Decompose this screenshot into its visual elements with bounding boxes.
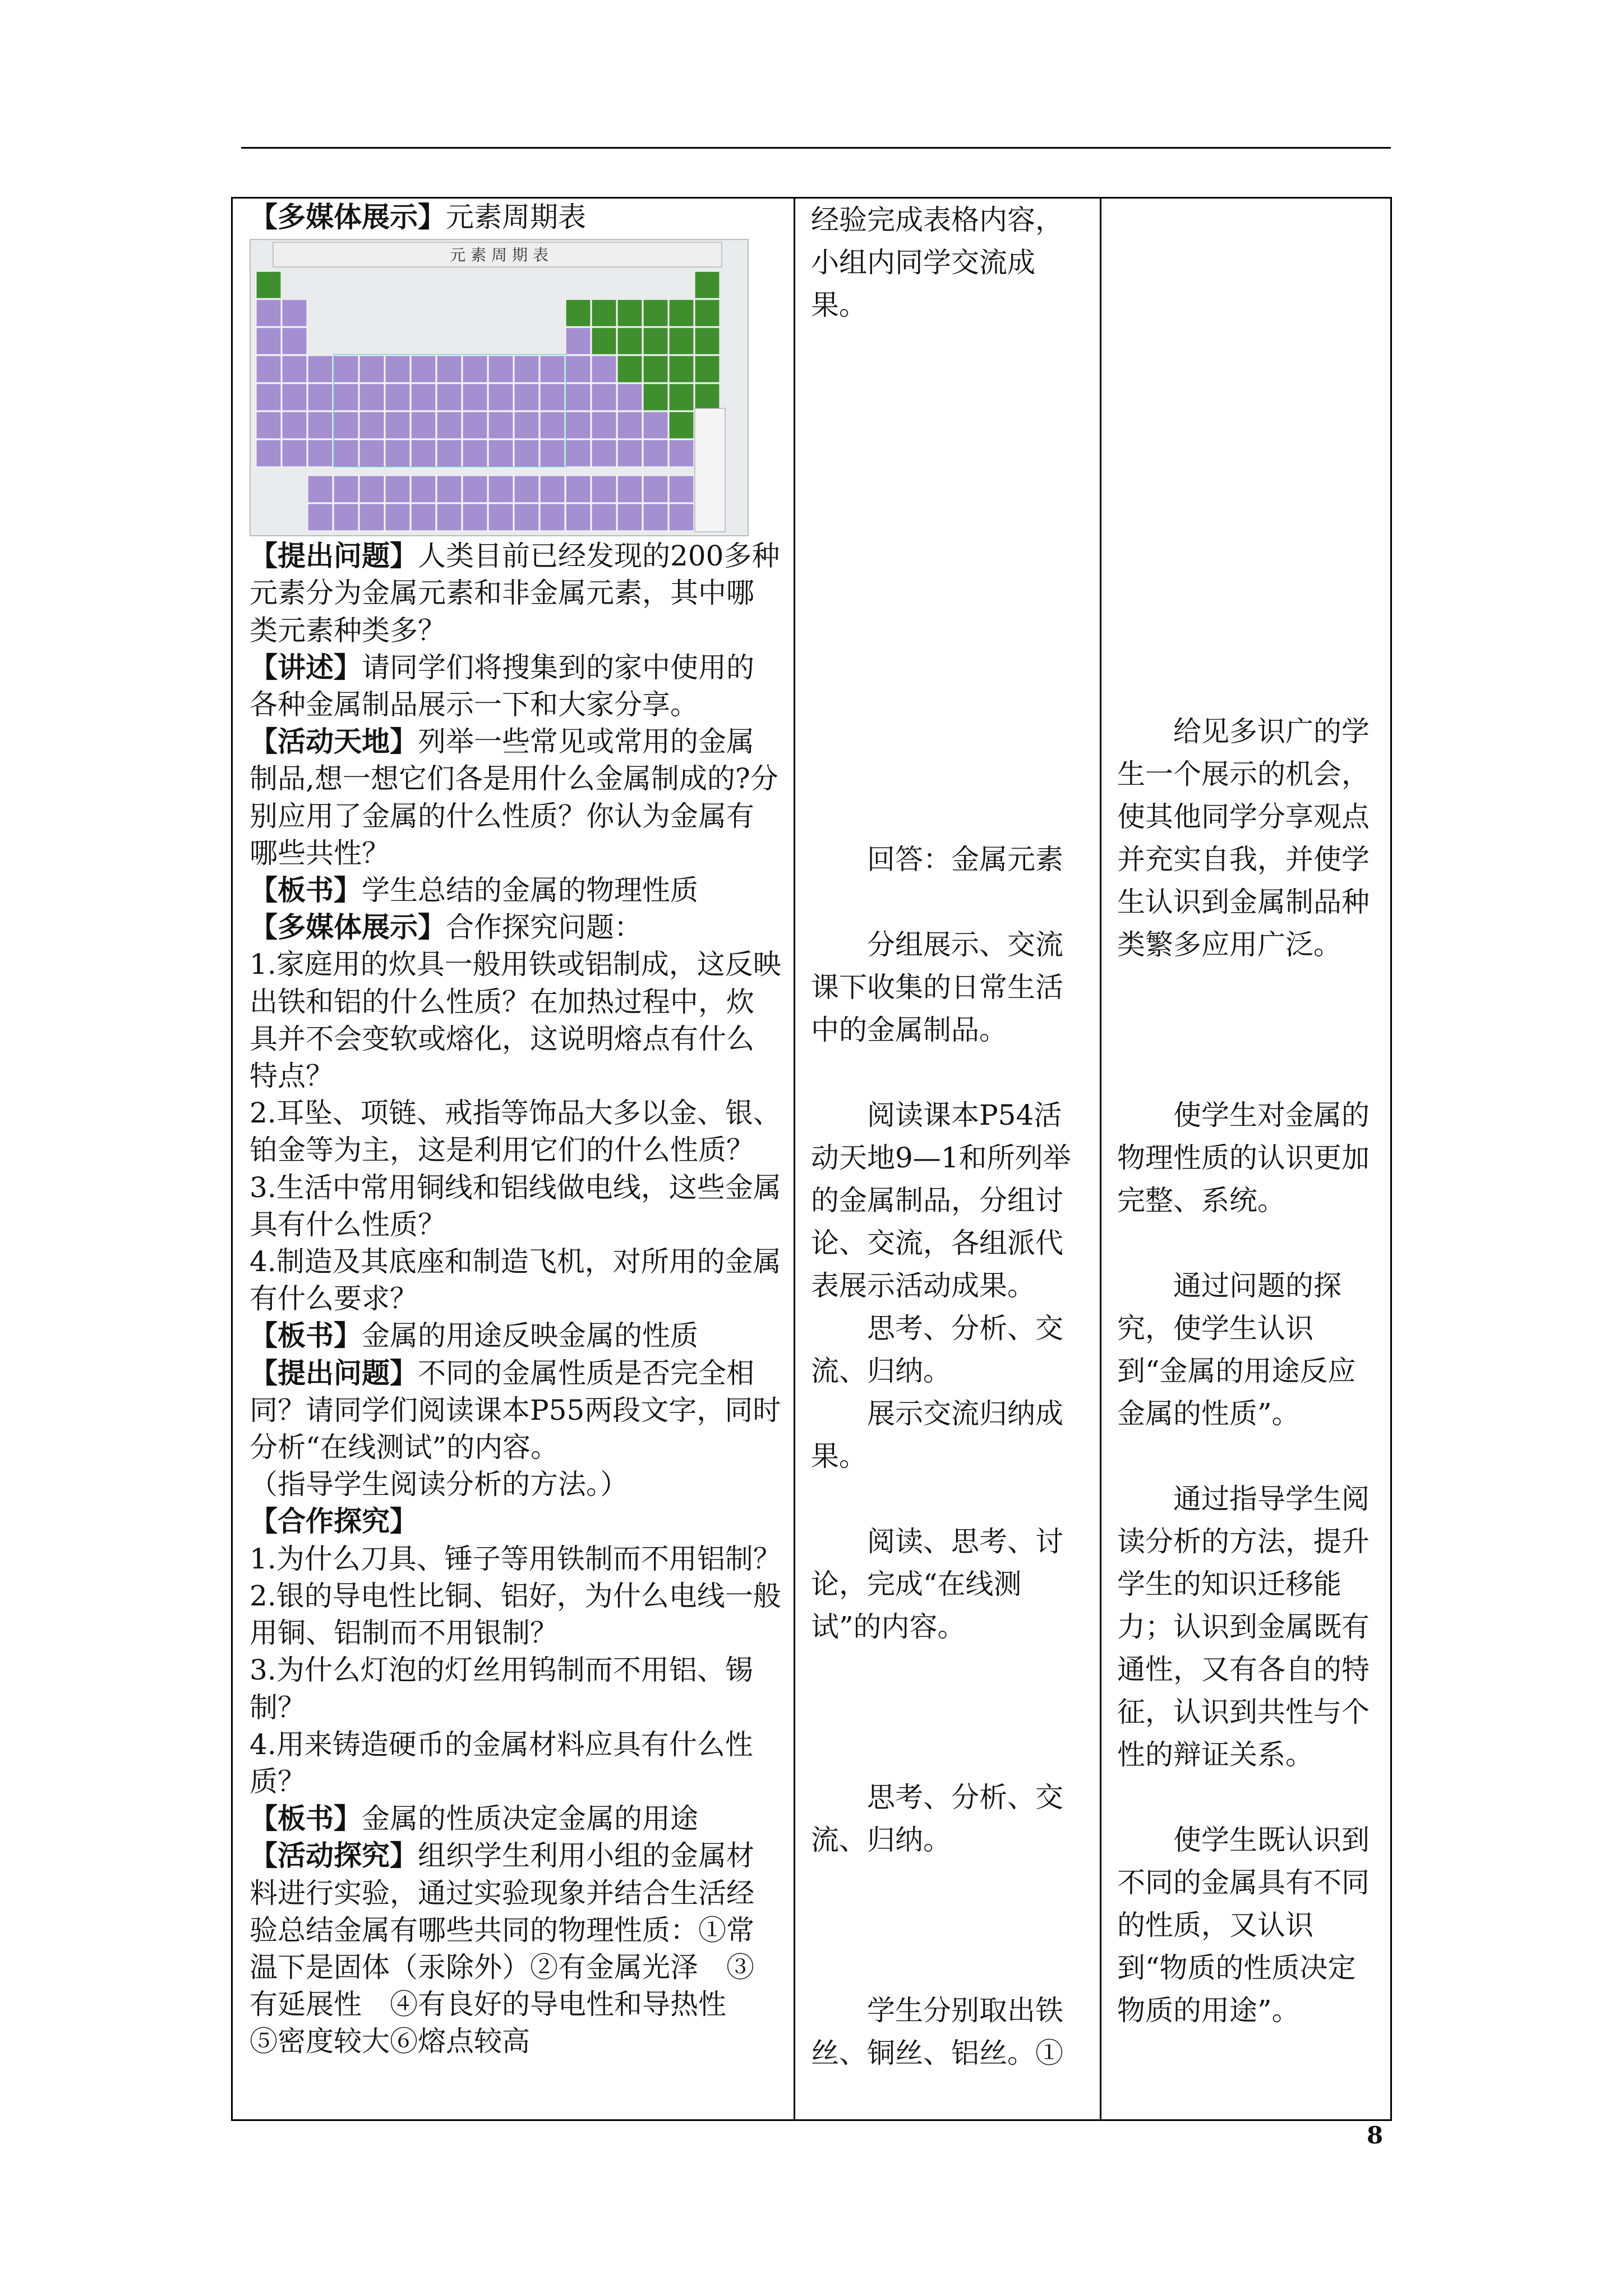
periodic-cell bbox=[411, 356, 436, 383]
blank-line bbox=[811, 497, 1083, 540]
paragraph-text: 学生总结的金属的物理性质 bbox=[362, 874, 698, 907]
periodic-cell bbox=[437, 440, 462, 467]
blank-line bbox=[1117, 284, 1373, 326]
periodic-cell bbox=[669, 384, 694, 411]
blank-line bbox=[811, 1904, 1083, 1947]
teacher-activity-paragraph bbox=[250, 1726, 781, 1800]
periodic-cell bbox=[385, 356, 410, 383]
blank-line bbox=[811, 326, 1083, 369]
periodic-cell bbox=[669, 328, 694, 355]
teacher-activity-paragraph bbox=[250, 872, 781, 909]
periodic-cell bbox=[566, 300, 591, 326]
blank-line bbox=[811, 1947, 1083, 1989]
lanthanide-actinide-cell bbox=[308, 504, 333, 531]
teacher-activity-paragraph bbox=[250, 537, 781, 649]
design-intent-paragraph: 给见多识广的学生一个展示的机会，使其他同学分享观点并充实自我，并使学生认识到金属制品种类繁多应用广泛。 bbox=[1117, 715, 1370, 961]
paragraph-text: 4.用来铸造硬币的金属材料应具有什么性质？ bbox=[250, 1728, 753, 1798]
periodic-cell bbox=[359, 384, 384, 411]
periodic-cell bbox=[514, 384, 539, 411]
periodic-cell bbox=[359, 440, 384, 467]
periodic-cell bbox=[669, 300, 694, 326]
periodic-cell bbox=[463, 412, 487, 439]
periodic-cell bbox=[669, 356, 694, 383]
lanthanide-actinide-cell bbox=[566, 504, 591, 531]
periodic-cell bbox=[540, 412, 565, 439]
blank-line bbox=[811, 1648, 1083, 1691]
teacher-activity-paragraph bbox=[250, 1837, 781, 2060]
periodic-cell bbox=[695, 300, 720, 326]
periodic-cell bbox=[643, 440, 668, 467]
section-tag: 【提出问题】 bbox=[250, 1356, 418, 1389]
lanthanide-actinide-cell bbox=[385, 504, 410, 531]
blank-line bbox=[1117, 369, 1373, 412]
periodic-cell bbox=[592, 384, 616, 411]
figure-legend-box bbox=[695, 408, 725, 532]
periodic-cell bbox=[334, 356, 358, 383]
section-tag: 【提出问题】 bbox=[250, 539, 418, 573]
paragraph-text: 1.家庭用的炊具一般用铁或铝制成，这反映出铁和铝的什么性质？在加热过程中，炊具并不会变软或熔化，这说明熔点有什么特点？ bbox=[250, 948, 781, 1093]
teacher-activity-paragraph bbox=[250, 946, 781, 1094]
lanthanide-actinide-cell bbox=[359, 476, 384, 503]
periodic-cell bbox=[566, 328, 591, 355]
periodic-cell bbox=[463, 440, 487, 467]
periodic-cell bbox=[643, 384, 668, 411]
section-tag: 【多媒体展示】 bbox=[250, 910, 446, 944]
periodic-cell bbox=[282, 356, 307, 383]
blank-line bbox=[811, 1478, 1083, 1520]
periodic-cell bbox=[488, 440, 513, 467]
periodic-cell bbox=[334, 440, 358, 467]
student-activity-paragraph: 学生分别取出铁丝、铜丝、铝丝。① bbox=[811, 1994, 1063, 2069]
periodic-cell bbox=[540, 356, 565, 383]
blank-line bbox=[811, 1861, 1083, 1904]
lanthanide-actinide-cell bbox=[359, 504, 384, 531]
lanthanide-actinide-cell bbox=[385, 476, 410, 503]
periodic-cell bbox=[643, 300, 668, 326]
periodic-cell bbox=[437, 412, 462, 439]
lanthanide-actinide-cell bbox=[411, 476, 436, 503]
periodic-cell bbox=[669, 440, 694, 467]
lanthanide-actinide-cell bbox=[540, 476, 565, 503]
blank-line bbox=[1117, 241, 1373, 284]
periodic-cell bbox=[385, 384, 410, 411]
periodic-cell bbox=[256, 272, 281, 298]
student-activity-paragraph: 思考、分析、交流、归纳。 bbox=[811, 1312, 1063, 1387]
paragraph-text: 人类目前已经发现的200多种元素分为金属元素和非金属元素，其中哪类元素种类多？ bbox=[250, 540, 780, 647]
periodic-cell bbox=[256, 412, 281, 439]
lanthanide-actinide-cell bbox=[463, 476, 487, 503]
student-activity-paragraph: 阅读、思考、讨论，完成“在线测试”的内容。 bbox=[811, 1525, 1063, 1643]
periodic-cell bbox=[695, 384, 720, 411]
blank-line bbox=[1117, 1776, 1373, 1819]
paragraph-text: 合作探究问题： bbox=[446, 911, 642, 944]
student-activity-paragraph: 展示交流归纳成果。 bbox=[811, 1397, 1063, 1473]
periodic-cell bbox=[334, 384, 358, 411]
periodic-cell bbox=[411, 384, 436, 411]
periodic-cell bbox=[617, 300, 642, 326]
teacher-activity-paragraph bbox=[250, 1800, 781, 1837]
blank-line bbox=[1117, 326, 1373, 369]
blank-line bbox=[1117, 1435, 1373, 1478]
lanthanide-actinide-cell bbox=[540, 504, 565, 531]
periodic-cell bbox=[592, 356, 616, 383]
blank-line bbox=[1117, 454, 1373, 497]
lanthanide-actinide-cell bbox=[566, 476, 591, 503]
section-tag: 【合作探究】 bbox=[250, 1504, 418, 1538]
section-tag: 【活动天地】 bbox=[250, 725, 418, 758]
paragraph-text: （指导学生阅读分析的方法。） bbox=[250, 1468, 628, 1501]
lanthanide-actinide-cell bbox=[514, 504, 539, 531]
paragraph-text: 金属的用途反映金属的性质 bbox=[362, 1319, 698, 1352]
periodic-cell bbox=[592, 328, 616, 355]
periodic-cell bbox=[514, 412, 539, 439]
periodic-cell bbox=[695, 272, 720, 298]
periodic-cell bbox=[463, 356, 487, 383]
periodic-cell bbox=[617, 328, 642, 355]
periodic-cell bbox=[540, 440, 565, 467]
periodic-cell bbox=[411, 412, 436, 439]
periodic-cell bbox=[617, 412, 642, 439]
teacher-activity-paragraph bbox=[250, 909, 781, 946]
header-rule bbox=[241, 147, 1391, 149]
blank-line bbox=[1117, 497, 1373, 540]
periodic-cell bbox=[488, 356, 513, 383]
lanthanide-actinide-cell bbox=[592, 476, 616, 503]
periodic-cell bbox=[592, 440, 616, 467]
teacher-activity-paragraph bbox=[250, 1466, 781, 1503]
section-tag: 【讲述】 bbox=[250, 650, 362, 684]
section-tag: 【板书】 bbox=[250, 1319, 362, 1352]
periodic-cell bbox=[514, 356, 539, 383]
lanthanide-actinide-cell bbox=[463, 504, 487, 531]
periodic-cell bbox=[437, 384, 462, 411]
periodic-cell bbox=[308, 384, 333, 411]
periodic-cell bbox=[256, 440, 281, 467]
blank-line bbox=[811, 625, 1083, 668]
student-activity-paragraph: 分组展示、交流课下收集的日常生活中的金属制品。 bbox=[811, 928, 1063, 1046]
lanthanide-actinide-cell bbox=[334, 476, 358, 503]
lanthanide-actinide-cell bbox=[514, 476, 539, 503]
lanthanide-actinide-cell bbox=[334, 504, 358, 531]
section-tag: 【多媒体展示】 bbox=[250, 200, 446, 233]
paragraph-text: 不同的金属性质是否完全相同？请同学们阅读课本P55两段文字，同时分析“在线测试”的内容。 bbox=[250, 1356, 781, 1464]
periodic-cell bbox=[643, 356, 668, 383]
periodic-cell bbox=[437, 356, 462, 383]
teacher-activity-paragraph bbox=[250, 1094, 781, 1168]
periodic-cell bbox=[617, 384, 642, 411]
blank-line bbox=[811, 369, 1083, 412]
blank-line bbox=[811, 1733, 1083, 1776]
periodic-cell bbox=[385, 440, 410, 467]
teacher-activity-paragraph bbox=[250, 1355, 781, 1466]
section-tag: 【板书】 bbox=[250, 873, 362, 907]
teacher-activity-paragraph bbox=[250, 1243, 781, 1317]
lanthanide-actinide-cell bbox=[669, 476, 694, 503]
section-tag: 【活动探究】 bbox=[250, 1839, 418, 1872]
paragraph-text: 3.为什么灯泡的灯丝用钨制而不用铝、锡制？ bbox=[250, 1654, 753, 1724]
periodic-cell bbox=[488, 384, 513, 411]
periodic-cell bbox=[643, 412, 668, 439]
periodic-cell bbox=[592, 412, 616, 439]
teacher-activity-paragraph bbox=[250, 649, 781, 723]
teacher-activity-paragraph bbox=[250, 1169, 781, 1243]
periodic-cell bbox=[566, 440, 591, 467]
paragraph-text: 列举一些常见或常用的金属制品,想一想它们各是用什么金属制成的?分别应用了金属的什么性质？你认为金属有哪些共性？ bbox=[250, 725, 778, 869]
periodic-cell bbox=[695, 328, 720, 355]
page-number: 8 bbox=[1367, 2122, 1384, 2149]
figure-title: 元 素 周 期 表 bbox=[450, 246, 548, 265]
paragraph-text: 金属的性质决定金属的用途 bbox=[362, 1802, 698, 1835]
periodic-cell bbox=[514, 440, 539, 467]
periodic-cell bbox=[308, 412, 333, 439]
periodic-cell bbox=[669, 412, 694, 439]
blank-line bbox=[811, 710, 1083, 753]
teacher-activity-paragraph bbox=[250, 1540, 781, 1577]
student-activity-paragraph: 阅读课本P54活动天地9—1和所列举的金属制品，分组讨论、交流，各组派代表展示活动成果。 bbox=[811, 1099, 1071, 1302]
lanthanide-actinide-cell bbox=[592, 504, 616, 531]
blank-line bbox=[1117, 412, 1373, 454]
lanthanide-actinide-cell bbox=[488, 504, 513, 531]
blank-line bbox=[1117, 966, 1373, 1009]
blank-line bbox=[811, 795, 1083, 838]
periodic-cell bbox=[566, 356, 591, 383]
periodic-cell bbox=[282, 384, 307, 411]
periodic-cell bbox=[488, 412, 513, 439]
blank-line bbox=[1117, 625, 1373, 668]
student-activity-paragraph: 回答：金属元素 bbox=[867, 843, 1063, 876]
teacher-activity-paragraph bbox=[250, 1651, 781, 1726]
lesson-table bbox=[231, 197, 1392, 2121]
lanthanide-actinide-cell bbox=[437, 476, 462, 503]
periodic-cell bbox=[359, 356, 384, 383]
periodic-cell bbox=[463, 384, 487, 411]
student-activity-column bbox=[794, 199, 1100, 2119]
teacher-activity-column bbox=[233, 199, 794, 2119]
blank-line bbox=[811, 1691, 1083, 1733]
blank-line bbox=[811, 668, 1083, 710]
blank-line bbox=[1117, 1051, 1373, 1094]
teacher-activity-paragraph bbox=[250, 199, 781, 236]
periodic-table-image bbox=[250, 239, 749, 536]
periodic-cell bbox=[282, 440, 307, 467]
paragraph-text: 1.为什么刀具、锤子等用铁制而不用铝制？ bbox=[250, 1542, 781, 1575]
student-activity-paragraph: 经验完成表格内容，小组内同学交流成果。 bbox=[811, 204, 1063, 321]
periodic-cell bbox=[566, 412, 591, 439]
design-intent-paragraph: 使学生既认识到不同的金属具有不同的性质，又认识到“物质的性质决定物质的用途”。 bbox=[1117, 1824, 1370, 2027]
design-intent-paragraph: 通过问题的探究，使学生认识到“金属的用途反应金属的性质”。 bbox=[1117, 1269, 1356, 1430]
blank-line bbox=[1117, 1222, 1373, 1264]
periodic-cell bbox=[592, 300, 616, 326]
design-intent-column bbox=[1100, 199, 1390, 2119]
blank-line bbox=[811, 582, 1083, 625]
periodic-cell bbox=[359, 412, 384, 439]
periodic-cell bbox=[308, 440, 333, 467]
periodic-cell bbox=[256, 300, 281, 326]
blank-line bbox=[1117, 540, 1373, 582]
periodic-cell bbox=[256, 356, 281, 383]
paragraph-text: 3.生活中常用铜线和铝线做电线，这些金属具有什么性质？ bbox=[250, 1171, 781, 1241]
blank-line bbox=[1117, 582, 1373, 625]
blank-line bbox=[1117, 668, 1373, 710]
paragraph-text: 2.耳坠、项链、戒指等饰品大多以金、银、铂金等为主，这是利用它们的什么性质？ bbox=[250, 1097, 781, 1167]
periodic-cell bbox=[256, 328, 281, 355]
design-intent-paragraph: 使学生对金属的物理性质的认识更加完整、系统。 bbox=[1117, 1099, 1370, 1217]
blank-line bbox=[1117, 1009, 1373, 1051]
lanthanide-actinide-cell bbox=[488, 476, 513, 503]
periodic-cell bbox=[617, 356, 642, 383]
teacher-activity-paragraph bbox=[250, 1503, 781, 1540]
periodic-cell bbox=[617, 440, 642, 467]
lanthanide-actinide-cell bbox=[643, 504, 668, 531]
paragraph-text: 元素周期表 bbox=[446, 201, 586, 233]
lanthanide-actinide-cell bbox=[643, 476, 668, 503]
lanthanide-actinide-cell bbox=[437, 504, 462, 531]
periodic-cell bbox=[282, 328, 307, 355]
blank-line bbox=[811, 412, 1083, 454]
section-tag: 【板书】 bbox=[250, 1802, 362, 1835]
student-activity-paragraph: 思考、分析、交流、归纳。 bbox=[811, 1781, 1063, 1856]
lanthanide-actinide-cell bbox=[617, 504, 642, 531]
blank-line bbox=[811, 454, 1083, 497]
periodic-cell bbox=[282, 412, 307, 439]
periodic-cell bbox=[540, 384, 565, 411]
periodic-cell bbox=[282, 300, 307, 326]
blank-line bbox=[811, 881, 1083, 923]
teacher-activity-paragraph bbox=[250, 723, 781, 872]
blank-line bbox=[811, 1051, 1083, 1094]
blank-line bbox=[811, 753, 1083, 795]
periodic-cell bbox=[308, 356, 333, 383]
teacher-activity-paragraph bbox=[250, 1577, 781, 1651]
paragraph-text: 组织学生利用小组的金属材料进行实验，通过实验现象并结合生活经验总结金属有哪些共同的物理性质：①常温下是固体（汞除外）②有金属光泽 ③有延展性 ④有良好的导电性和导热性 ⑤密度较大⑥熔点较高 bbox=[250, 1839, 754, 2058]
lanthanide-actinide-cell bbox=[308, 476, 333, 503]
blank-line bbox=[1117, 199, 1373, 241]
lanthanide-actinide-cell bbox=[411, 504, 436, 531]
periodic-cell bbox=[695, 356, 720, 383]
periodic-cell bbox=[256, 384, 281, 411]
periodic-cell bbox=[643, 328, 668, 355]
periodic-cell bbox=[566, 384, 591, 411]
lanthanide-actinide-cell bbox=[617, 476, 642, 503]
paragraph-text: 请同学们将搜集到的家中使用的各种金属制品展示一下和大家分享。 bbox=[250, 651, 754, 721]
blank-line bbox=[811, 540, 1083, 582]
paragraph-text: 4.制造及其底座和制造飞机，对所用的金属有什么要求？ bbox=[250, 1245, 781, 1315]
design-intent-paragraph: 通过指导学生阅读分析的方法，提升学生的知识迁移能力；认识到金属既有通性，又有各自的特征，认识到共性与个性的辩证关系。 bbox=[1117, 1483, 1370, 1771]
lanthanide-actinide-cell bbox=[669, 504, 694, 531]
periodic-cell bbox=[385, 412, 410, 439]
teacher-activity-paragraph bbox=[250, 1317, 781, 1354]
paragraph-text: 2.银的导电性比铜、铝好，为什么电线一般用铜、铝制而不用银制？ bbox=[250, 1579, 781, 1650]
periodic-cell bbox=[334, 412, 358, 439]
periodic-cell bbox=[411, 440, 436, 467]
